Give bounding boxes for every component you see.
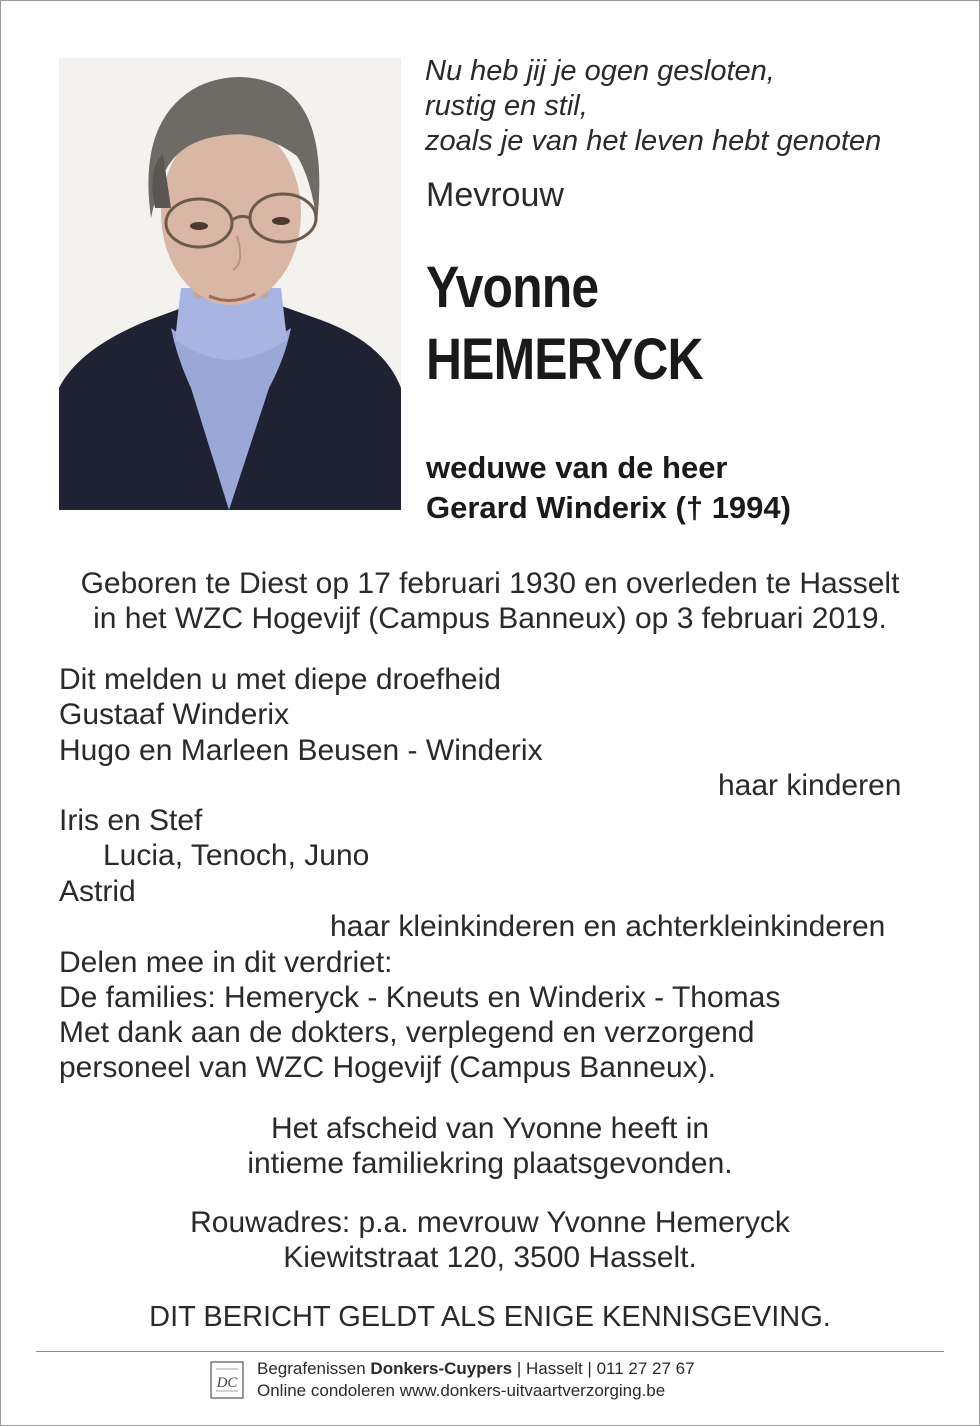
share-intro: Delen mee in dit verdriet:	[59, 946, 393, 979]
widow-line: weduwe van de heer	[426, 450, 728, 485]
footer	[257, 1358, 695, 1402]
birth-death-line: Geboren te Diest op 17 februari 1930 en overleden te Hasselt	[80, 567, 900, 600]
footer-line	[257, 1358, 695, 1380]
great-grandchildren-names: Lucia, Tenoch, Juno	[103, 839, 370, 872]
first-name: Yvonne	[426, 255, 599, 320]
farewell-line: Het afscheid van Yvonne heeft in	[270, 1112, 710, 1145]
grandchild-name: Iris en Stef	[59, 804, 203, 837]
child-name: Gustaaf Winderix	[59, 698, 290, 731]
spouse-name: Gerard Winderix († 1994)	[426, 490, 791, 525]
mourning-address	[0, 1205, 980, 1275]
divider	[36, 1351, 944, 1352]
logo-monogram: DC	[216, 1375, 238, 1391]
children-label: haar kinderen	[718, 769, 902, 802]
announcement-intro: Dit melden u met diepe droefheid	[59, 663, 501, 696]
footer-prefix: Begrafenissen	[257, 1359, 366, 1378]
child-name: Hugo en Marleen Beusen - Winderix	[59, 734, 543, 767]
grandchild-name: Astrid	[59, 875, 136, 908]
funeral-home-logo	[210, 1361, 244, 1399]
birth-death-line: in het WZC Hogevijf (Campus Banneux) op 3 februari 2019.	[93, 602, 887, 635]
portrait-photo	[59, 58, 401, 510]
grandchildren-label: haar kleinkinderen en achterkleinkinderen	[330, 910, 886, 943]
footer-separator: |	[582, 1359, 597, 1378]
farewell-statement	[0, 1111, 980, 1181]
birth-death-statement	[0, 566, 980, 636]
footer-city: Hasselt	[526, 1359, 583, 1378]
thanks-line: Met dank aan de dokters, verplegend en verzorgend	[59, 1016, 755, 1049]
notice-statement: DIT BERICHT GELDT ALS ENIGE KENNISGEVING.	[149, 1301, 831, 1333]
address-line: Rouwadres: p.a. mevrouw Yvonne Hemeryck	[190, 1206, 790, 1239]
poem-line: Nu heb jij je ogen gesloten,	[425, 55, 775, 87]
honorific: Mevrouw	[426, 176, 564, 214]
widow-statement	[426, 448, 791, 528]
last-name: HEMERYCK	[426, 327, 703, 392]
footer-separator: |	[512, 1359, 527, 1378]
footer-phone: 011 27 27 67	[596, 1359, 695, 1378]
farewell-line: intieme familiekring plaatsgevonden.	[247, 1147, 733, 1180]
families-line: De families: Hemeryck - Kneuts en Winderix - Thomas	[59, 981, 781, 1014]
company-name: Donkers-Cuypers	[370, 1359, 513, 1378]
poem-line: zoals je van het leven hebt genoten	[425, 125, 882, 157]
address-line: Kiewitstraat 120, 3500 Hasselt.	[283, 1241, 697, 1274]
thanks-line: personeel van WZC Hogevijf (Campus Banneux).	[59, 1051, 716, 1084]
deceased-name	[426, 252, 703, 396]
condolence-website: Online condoleren www.donkers-uitvaartverzorging.be	[257, 1381, 666, 1400]
poem	[425, 54, 955, 159]
poem-line: rustig en stil,	[425, 90, 588, 122]
